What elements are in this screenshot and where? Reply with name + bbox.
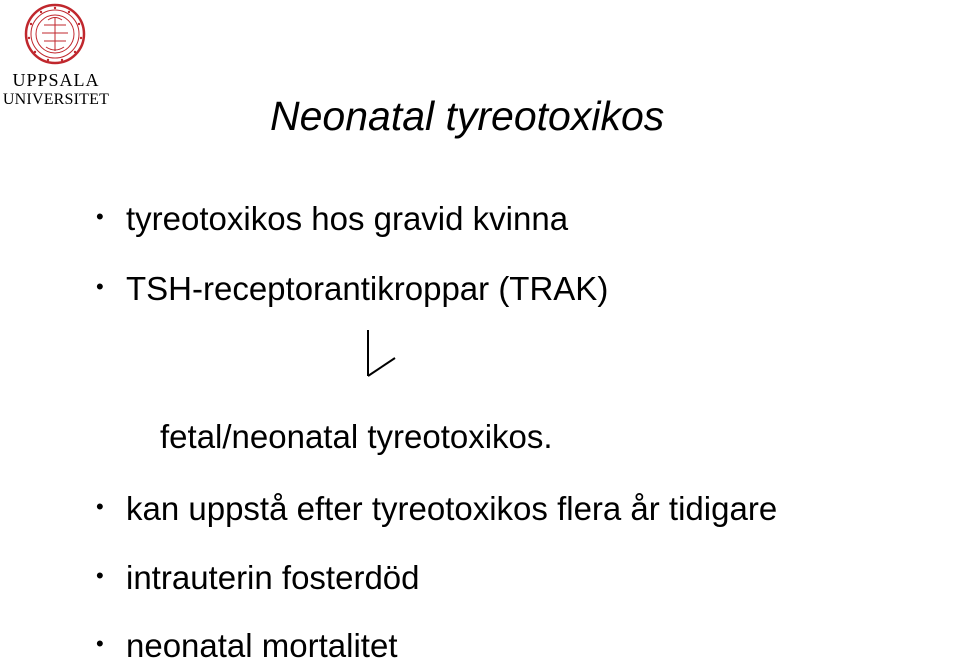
bullet-text: kan uppstå efter tyreotoxikos flera år tidigare — [126, 490, 778, 527]
bullet-item — [96, 490, 777, 528]
down-arrow-icon — [365, 328, 397, 380]
bullet-text: neonatal mortalitet — [126, 627, 398, 664]
logo-text-line2: UNIVERSITET — [2, 91, 110, 108]
bullet-text: intrauterin fosterdöd — [126, 559, 420, 596]
bullet-icon: • — [96, 563, 104, 588]
bullet-item — [96, 559, 420, 597]
consequence-text: fetal/neonatal tyreotoxikos. — [160, 418, 553, 455]
bullet-icon: • — [96, 274, 104, 299]
bullet-item — [96, 200, 568, 238]
university-logo — [0, 0, 118, 115]
bullet-text: TSH-receptorantikroppar (TRAK) — [126, 270, 609, 307]
bullet-text: tyreotoxikos hos gravid kvinna — [126, 200, 569, 237]
bullet-icon: • — [96, 204, 104, 229]
bullet-item — [96, 270, 608, 308]
bullet-icon: • — [96, 631, 104, 656]
university-seal-icon — [24, 3, 86, 65]
bullet-icon: • — [96, 494, 104, 519]
logo-text-line1: UPPSALA — [12, 70, 100, 90]
slide-title: Neonatal tyreotoxikos — [270, 93, 665, 139]
bullet-item — [96, 627, 398, 665]
